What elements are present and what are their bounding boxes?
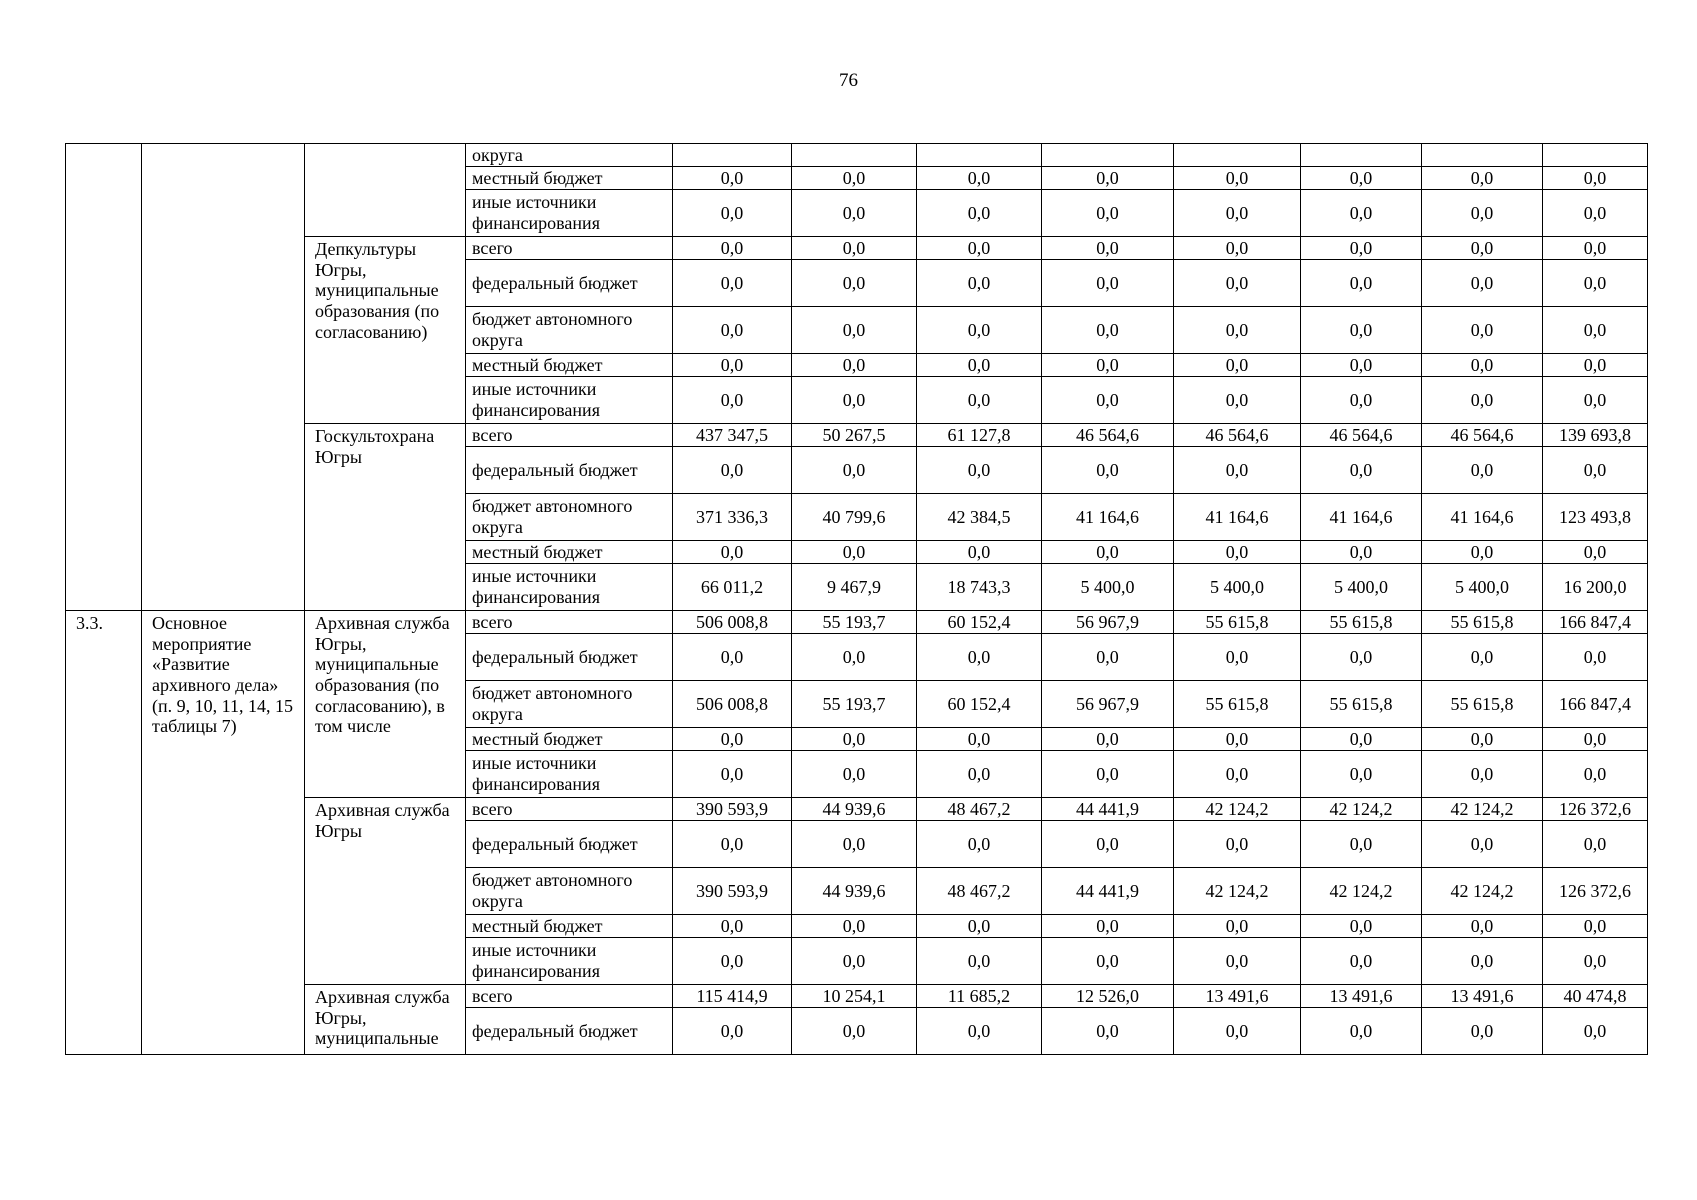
- value-cell: 55 615,8: [1174, 611, 1301, 634]
- executor-name: Госкультохрана Югры: [305, 424, 466, 611]
- value-cell: 0,0: [1301, 938, 1422, 985]
- value-cell: 0,0: [1301, 377, 1422, 424]
- value-cell: 0,0: [1422, 447, 1543, 494]
- value-cell: 0,0: [1301, 915, 1422, 938]
- value-cell: 0,0: [1301, 167, 1422, 190]
- funding-source: иные источники финансирования: [466, 938, 673, 985]
- funding-source: местный бюджет: [466, 541, 673, 564]
- value-cell: 42 124,2: [1422, 798, 1543, 821]
- value-cell: 0,0: [1422, 1008, 1543, 1055]
- value-cell: [1422, 144, 1543, 167]
- value-cell: 0,0: [917, 307, 1042, 354]
- value-cell: 0,0: [1543, 377, 1648, 424]
- value-cell: 0,0: [1422, 354, 1543, 377]
- funding-source: федеральный бюджет: [466, 634, 673, 681]
- value-cell: 0,0: [1042, 1008, 1174, 1055]
- value-cell: 0,0: [1301, 634, 1422, 681]
- value-cell: 506 008,8: [673, 681, 792, 728]
- value-cell: 42 124,2: [1301, 868, 1422, 915]
- value-cell: 0,0: [1042, 377, 1174, 424]
- value-cell: 55 615,8: [1301, 611, 1422, 634]
- value-cell: [673, 144, 792, 167]
- value-cell: 0,0: [1174, 447, 1301, 494]
- value-cell: 0,0: [673, 821, 792, 868]
- value-cell: 0,0: [792, 938, 917, 985]
- value-cell: 42 124,2: [1174, 868, 1301, 915]
- value-cell: 0,0: [1422, 634, 1543, 681]
- value-cell: 60 152,4: [917, 611, 1042, 634]
- value-cell: 46 564,6: [1301, 424, 1422, 447]
- value-cell: 10 254,1: [792, 985, 917, 1008]
- value-cell: 115 414,9: [673, 985, 792, 1008]
- value-cell: 0,0: [1301, 237, 1422, 260]
- value-cell: 0,0: [1422, 751, 1543, 798]
- value-cell: 0,0: [1422, 237, 1543, 260]
- value-cell: 0,0: [792, 821, 917, 868]
- value-cell: 0,0: [1042, 447, 1174, 494]
- value-cell: 0,0: [1422, 938, 1543, 985]
- value-cell: 42 384,5: [917, 494, 1042, 541]
- value-cell: 44 441,9: [1042, 868, 1174, 915]
- funding-source: иные источники финансирования: [466, 564, 673, 611]
- value-cell: 0,0: [792, 260, 917, 307]
- value-cell: 0,0: [917, 354, 1042, 377]
- funding-source: федеральный бюджет: [466, 821, 673, 868]
- value-cell: 0,0: [1301, 541, 1422, 564]
- value-cell: 13 491,6: [1422, 985, 1543, 1008]
- value-cell: 55 615,8: [1422, 681, 1543, 728]
- value-cell: 0,0: [792, 377, 917, 424]
- value-cell: 139 693,8: [1543, 424, 1648, 447]
- value-cell: 0,0: [1301, 1008, 1422, 1055]
- value-cell: 0,0: [792, 634, 917, 681]
- value-cell: 0,0: [792, 190, 917, 237]
- funding-source: местный бюджет: [466, 167, 673, 190]
- value-cell: 166 847,4: [1543, 611, 1648, 634]
- value-cell: 0,0: [673, 1008, 792, 1055]
- value-cell: 48 467,2: [917, 798, 1042, 821]
- value-cell: 13 491,6: [1301, 985, 1422, 1008]
- funding-source: местный бюджет: [466, 915, 673, 938]
- value-cell: 0,0: [1174, 634, 1301, 681]
- value-cell: 0,0: [1543, 728, 1648, 751]
- value-cell: 0,0: [792, 1008, 917, 1055]
- value-cell: 0,0: [1042, 751, 1174, 798]
- value-cell: 0,0: [1042, 821, 1174, 868]
- value-cell: 12 526,0: [1042, 985, 1174, 1008]
- value-cell: [1174, 144, 1301, 167]
- value-cell: 0,0: [1042, 728, 1174, 751]
- value-cell: 0,0: [917, 1008, 1042, 1055]
- value-cell: 0,0: [917, 447, 1042, 494]
- value-cell: 371 336,3: [673, 494, 792, 541]
- value-cell: 56 967,9: [1042, 681, 1174, 728]
- value-cell: 0,0: [1543, 167, 1648, 190]
- value-cell: 41 164,6: [1301, 494, 1422, 541]
- value-cell: 0,0: [917, 260, 1042, 307]
- value-cell: 0,0: [1543, 821, 1648, 868]
- value-cell: 0,0: [792, 354, 917, 377]
- value-cell: 0,0: [917, 541, 1042, 564]
- value-cell: 0,0: [673, 190, 792, 237]
- value-cell: 0,0: [1174, 751, 1301, 798]
- value-cell: 0,0: [1042, 307, 1174, 354]
- value-cell: 44 939,6: [792, 798, 917, 821]
- value-cell: 0,0: [1174, 728, 1301, 751]
- value-cell: 0,0: [1301, 751, 1422, 798]
- value-cell: 0,0: [917, 751, 1042, 798]
- value-cell: 0,0: [673, 938, 792, 985]
- value-cell: [1042, 144, 1174, 167]
- value-cell: 0,0: [1042, 915, 1174, 938]
- value-cell: 0,0: [673, 447, 792, 494]
- funding-source: бюджет автономного округа: [466, 681, 673, 728]
- value-cell: 0,0: [1543, 354, 1648, 377]
- value-cell: 0,0: [1543, 190, 1648, 237]
- value-cell: 46 564,6: [1042, 424, 1174, 447]
- value-cell: 0,0: [1301, 307, 1422, 354]
- value-cell: 0,0: [917, 821, 1042, 868]
- value-cell: 0,0: [792, 307, 917, 354]
- value-cell: 0,0: [1301, 354, 1422, 377]
- value-cell: 0,0: [673, 260, 792, 307]
- value-cell: 0,0: [1174, 167, 1301, 190]
- value-cell: [1301, 144, 1422, 167]
- value-cell: 0,0: [1174, 938, 1301, 985]
- value-cell: 0,0: [1042, 354, 1174, 377]
- value-cell: 56 967,9: [1042, 611, 1174, 634]
- value-cell: 0,0: [1174, 237, 1301, 260]
- value-cell: 390 593,9: [673, 868, 792, 915]
- value-cell: 126 372,6: [1543, 798, 1648, 821]
- executor-name: Архивная служба Югры, муниципальные образования (по согласованию), в том числе: [305, 611, 466, 798]
- value-cell: 0,0: [673, 634, 792, 681]
- value-cell: 0,0: [1422, 190, 1543, 237]
- value-cell: 0,0: [1422, 307, 1543, 354]
- value-cell: 0,0: [1174, 307, 1301, 354]
- funding-source: всего: [466, 424, 673, 447]
- value-cell: 0,0: [917, 915, 1042, 938]
- funding-source: иные источники финансирования: [466, 751, 673, 798]
- funding-source: бюджет автономного округа: [466, 494, 673, 541]
- value-cell: 46 564,6: [1174, 424, 1301, 447]
- value-cell: 0,0: [1042, 237, 1174, 260]
- value-cell: 66 011,2: [673, 564, 792, 611]
- value-cell: 123 493,8: [1543, 494, 1648, 541]
- value-cell: 55 193,7: [792, 611, 917, 634]
- value-cell: 13 491,6: [1174, 985, 1301, 1008]
- value-cell: 42 124,2: [1422, 868, 1543, 915]
- funding-source: всего: [466, 985, 673, 1008]
- value-cell: 0,0: [1422, 915, 1543, 938]
- row-index: 3.3.: [66, 611, 142, 1055]
- value-cell: 55 615,8: [1422, 611, 1543, 634]
- value-cell: 0,0: [1042, 634, 1174, 681]
- value-cell: 9 467,9: [792, 564, 917, 611]
- value-cell: 0,0: [1042, 167, 1174, 190]
- measure-name: Основное мероприятие «Развитие архивного дела» (п. 9, 10, 11, 14, 15 таблицы 7): [142, 611, 305, 1055]
- value-cell: 0,0: [1422, 728, 1543, 751]
- value-cell: 42 124,2: [1301, 798, 1422, 821]
- value-cell: 0,0: [1301, 728, 1422, 751]
- value-cell: 0,0: [1422, 260, 1543, 307]
- value-cell: 5 400,0: [1042, 564, 1174, 611]
- funding-source: федеральный бюджет: [466, 447, 673, 494]
- value-cell: 0,0: [1543, 634, 1648, 681]
- value-cell: 0,0: [1543, 915, 1648, 938]
- value-cell: 0,0: [673, 237, 792, 260]
- funding-source: иные источники финансирования: [466, 190, 673, 237]
- value-cell: 60 152,4: [917, 681, 1042, 728]
- value-cell: 0,0: [1174, 915, 1301, 938]
- value-cell: 437 347,5: [673, 424, 792, 447]
- value-cell: [1543, 144, 1648, 167]
- value-cell: 0,0: [673, 915, 792, 938]
- value-cell: 55 193,7: [792, 681, 917, 728]
- value-cell: 0,0: [1543, 938, 1648, 985]
- value-cell: [792, 144, 917, 167]
- row-index: [66, 144, 142, 611]
- value-cell: 41 164,6: [1422, 494, 1543, 541]
- value-cell: 5 400,0: [1422, 564, 1543, 611]
- value-cell: 0,0: [673, 377, 792, 424]
- value-cell: 41 164,6: [1042, 494, 1174, 541]
- value-cell: 126 372,6: [1543, 868, 1648, 915]
- value-cell: 40 474,8: [1543, 985, 1648, 1008]
- value-cell: 390 593,9: [673, 798, 792, 821]
- value-cell: 48 467,2: [917, 868, 1042, 915]
- value-cell: 0,0: [1422, 541, 1543, 564]
- value-cell: 0,0: [673, 541, 792, 564]
- value-cell: 0,0: [917, 377, 1042, 424]
- value-cell: 46 564,6: [1422, 424, 1543, 447]
- value-cell: [917, 144, 1042, 167]
- measure-name: [142, 144, 305, 611]
- value-cell: 0,0: [1543, 1008, 1648, 1055]
- value-cell: 0,0: [1174, 260, 1301, 307]
- value-cell: 506 008,8: [673, 611, 792, 634]
- value-cell: 166 847,4: [1543, 681, 1648, 728]
- table-row: [66, 144, 1648, 167]
- funding-source: местный бюджет: [466, 728, 673, 751]
- value-cell: 18 743,3: [917, 564, 1042, 611]
- funding-source: федеральный бюджет: [466, 260, 673, 307]
- value-cell: 5 400,0: [1174, 564, 1301, 611]
- value-cell: 0,0: [1422, 377, 1543, 424]
- table-body: [66, 144, 1648, 1055]
- value-cell: 11 685,2: [917, 985, 1042, 1008]
- value-cell: 0,0: [792, 915, 917, 938]
- page-number: 76: [839, 70, 858, 91]
- value-cell: 0,0: [1543, 307, 1648, 354]
- value-cell: 0,0: [1174, 377, 1301, 424]
- value-cell: 0,0: [792, 447, 917, 494]
- table-row: [66, 611, 1648, 634]
- funding-source: всего: [466, 237, 673, 260]
- value-cell: 0,0: [673, 307, 792, 354]
- value-cell: 0,0: [792, 751, 917, 798]
- value-cell: 0,0: [1174, 190, 1301, 237]
- value-cell: 50 267,5: [792, 424, 917, 447]
- value-cell: 0,0: [1543, 237, 1648, 260]
- executor-name: Архивная служба Югры, муниципальные: [305, 985, 466, 1055]
- value-cell: 0,0: [792, 728, 917, 751]
- value-cell: 0,0: [1301, 821, 1422, 868]
- value-cell: 40 799,6: [792, 494, 917, 541]
- value-cell: 0,0: [1543, 447, 1648, 494]
- value-cell: 0,0: [917, 237, 1042, 260]
- funding-source: местный бюджет: [466, 354, 673, 377]
- value-cell: 0,0: [1174, 1008, 1301, 1055]
- value-cell: 0,0: [673, 354, 792, 377]
- value-cell: 0,0: [917, 634, 1042, 681]
- value-cell: 0,0: [673, 751, 792, 798]
- value-cell: 0,0: [1301, 447, 1422, 494]
- funding-source: всего: [466, 611, 673, 634]
- value-cell: 0,0: [917, 938, 1042, 985]
- value-cell: 0,0: [1422, 167, 1543, 190]
- value-cell: 0,0: [1174, 541, 1301, 564]
- value-cell: 0,0: [792, 167, 917, 190]
- financing-table: [65, 143, 1648, 1055]
- funding-source: округа: [466, 144, 673, 167]
- value-cell: 0,0: [917, 728, 1042, 751]
- funding-source: федеральный бюджет: [466, 1008, 673, 1055]
- value-cell: 0,0: [673, 728, 792, 751]
- executor-name: Архивная служба Югры: [305, 798, 466, 985]
- value-cell: 0,0: [917, 167, 1042, 190]
- value-cell: 0,0: [792, 541, 917, 564]
- value-cell: 0,0: [1543, 751, 1648, 798]
- value-cell: 0,0: [1543, 260, 1648, 307]
- value-cell: 0,0: [1042, 541, 1174, 564]
- funding-source: бюджет автономного округа: [466, 307, 673, 354]
- value-cell: 0,0: [792, 237, 917, 260]
- funding-source: всего: [466, 798, 673, 821]
- funding-source: бюджет автономного округа: [466, 868, 673, 915]
- value-cell: 0,0: [1301, 260, 1422, 307]
- value-cell: 5 400,0: [1301, 564, 1422, 611]
- value-cell: 44 939,6: [792, 868, 917, 915]
- value-cell: 16 200,0: [1543, 564, 1648, 611]
- executor-name: [305, 144, 466, 237]
- value-cell: 0,0: [673, 167, 792, 190]
- value-cell: 61 127,8: [917, 424, 1042, 447]
- value-cell: 0,0: [1174, 354, 1301, 377]
- value-cell: 0,0: [1543, 541, 1648, 564]
- value-cell: 0,0: [917, 190, 1042, 237]
- value-cell: 0,0: [1301, 190, 1422, 237]
- value-cell: 0,0: [1174, 821, 1301, 868]
- value-cell: 0,0: [1042, 260, 1174, 307]
- value-cell: 41 164,6: [1174, 494, 1301, 541]
- value-cell: 0,0: [1042, 938, 1174, 985]
- value-cell: 42 124,2: [1174, 798, 1301, 821]
- value-cell: 55 615,8: [1301, 681, 1422, 728]
- value-cell: 55 615,8: [1174, 681, 1301, 728]
- value-cell: 0,0: [1422, 821, 1543, 868]
- value-cell: 0,0: [1042, 190, 1174, 237]
- funding-source: иные источники финансирования: [466, 377, 673, 424]
- value-cell: 44 441,9: [1042, 798, 1174, 821]
- executor-name: Депкультуры Югры, муниципальные образования (по согласованию): [305, 237, 466, 424]
